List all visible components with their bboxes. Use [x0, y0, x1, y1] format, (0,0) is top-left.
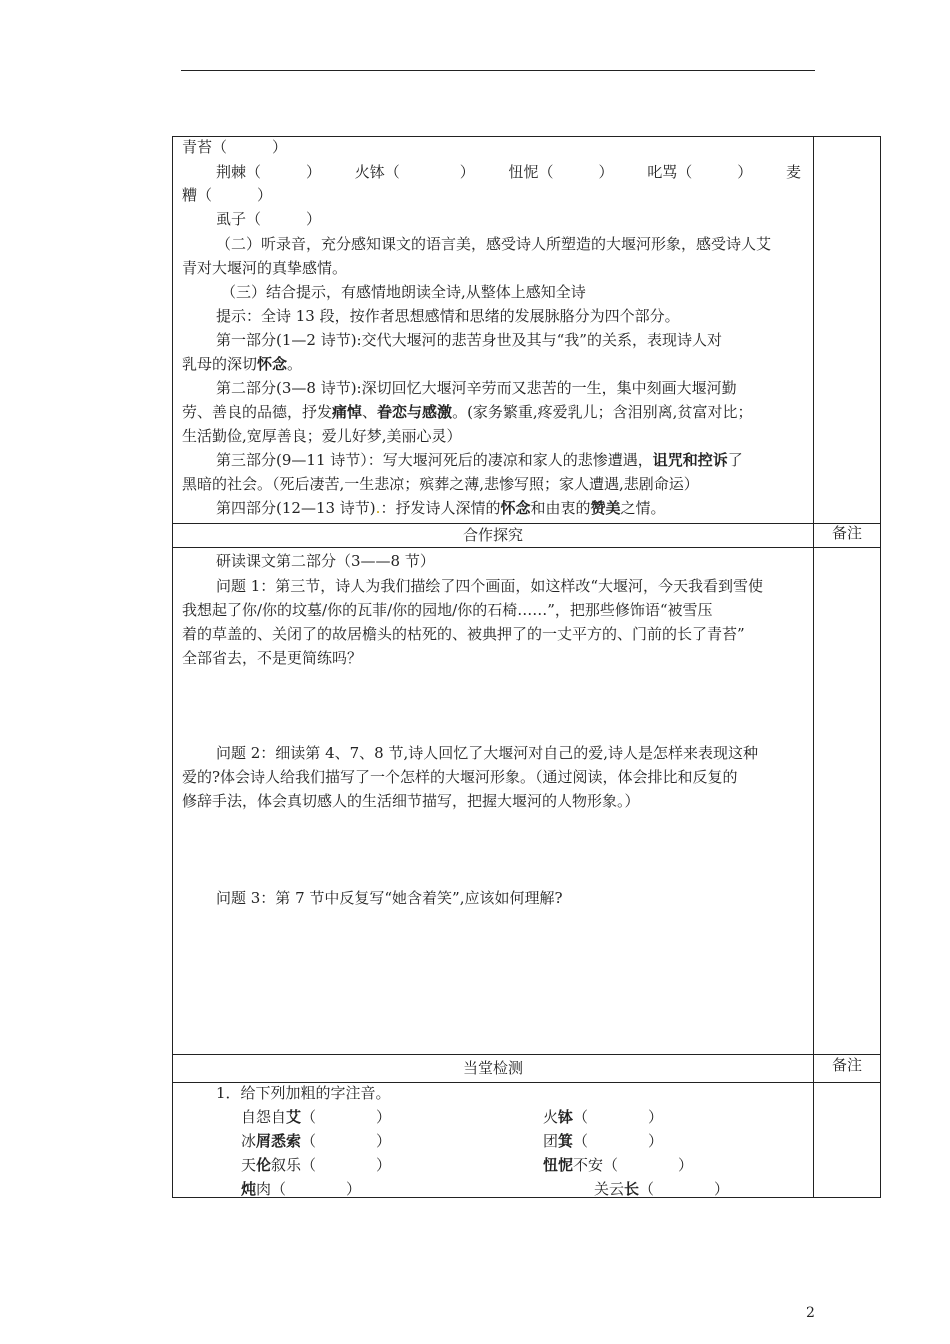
text: 。 — [287, 355, 303, 373]
text: . — [375, 499, 381, 517]
answer-blank: （ ） — [639, 1180, 730, 1198]
section-title: 当堂检测 — [462, 1059, 523, 1077]
keyword: 怀念 — [500, 499, 531, 517]
page-number: 2 — [806, 1305, 815, 1321]
vocab-zao: 糟（ ） — [182, 186, 273, 204]
pinyin-item — [241, 1179, 361, 1199]
vocab-huobo: 火钵（ ） — [354, 163, 475, 181]
question-3: 问题 3：第 7 节中反复写“她含着笑”,应该如何理解? — [216, 889, 563, 907]
bold-char: 屑悉索 — [256, 1132, 302, 1150]
text: 了 — [727, 451, 743, 469]
bold-char: 艾 — [286, 1108, 302, 1126]
text: 冰 — [241, 1132, 257, 1150]
bold-char: 忸怩 — [543, 1156, 574, 1174]
answer-blank: （ ） — [301, 1132, 392, 1150]
text: 火 — [543, 1108, 559, 1126]
question-1: 着的草盖的、关闭了的故居檐头的枯死的、被典押了的一丈平方的、门前的长了青苔” — [182, 625, 745, 643]
vocab-mai: 麦 — [785, 163, 801, 181]
column-divider — [813, 137, 814, 1197]
answer-blank: 肉（ ） — [256, 1180, 362, 1198]
text: 天 — [241, 1156, 257, 1174]
keyword: 赞美 — [590, 499, 621, 517]
part2-line: 生活勤俭,宽厚善良；爱儿好梦,美丽心灵） — [182, 427, 462, 445]
section-title: 合作探究 — [462, 526, 523, 544]
text: 第四部分(12—13 诗节) — [216, 499, 376, 517]
answer-blank: 叙乐（ ） — [271, 1156, 392, 1174]
pinyin-item — [594, 1179, 729, 1199]
vocab-line — [216, 162, 801, 182]
keyword: 怀念 — [257, 355, 288, 373]
part4-line — [216, 498, 666, 518]
text: 之情。 — [620, 499, 666, 517]
part1-line: 第一部分(1—2 诗节):交代大堰河的悲苦身世及其与“我”的关系，表现诗人对 — [216, 331, 722, 349]
question-1: 我想起了你/你的坟墓/你的瓦菲/你的园地/你的石椅……”，把那些修饰语“被雪压 — [182, 601, 713, 619]
question-1: 问题 1：第三节，诗人为我们描绘了四个画面，如这样改“大堰河，今天我看到雪使 — [216, 577, 763, 595]
part2-line — [182, 402, 752, 422]
pinyin-item — [241, 1155, 391, 1175]
pinyin-item — [543, 1107, 663, 1127]
answer-blank: （ ） — [573, 1108, 664, 1126]
read-line: （三）结合提示，有感情地朗读全诗,从整体上感知全诗 — [221, 283, 586, 301]
exercise-task: 1．给下列加粗的字注音。 — [216, 1084, 391, 1102]
header-rule — [181, 70, 815, 71]
keyword: 痛悼 — [332, 403, 363, 421]
pinyin-item — [543, 1131, 663, 1151]
hint-line: 提示：全诗 13 段，按作者思想感情和思绪的发展脉胳分为四个部分。 — [216, 307, 680, 325]
vocab-shizi: 虱子（ ） — [216, 210, 322, 228]
row-divider — [173, 1054, 880, 1055]
bold-char: 箕 — [558, 1132, 574, 1150]
text: 第三部分(9—11 诗节）：写大堰河死后的凄凉和家人的悲惨遭遇， — [216, 451, 653, 469]
text: 劳、善良的品德，抒发 — [182, 403, 333, 421]
text: 自怨自 — [241, 1108, 287, 1126]
text: 。(家务繁重,疼爱乳儿；含泪别离,贫富对比； — [452, 403, 753, 421]
answer-blank: （ ） — [301, 1108, 392, 1126]
answer-blank: （ ） — [573, 1132, 664, 1150]
bold-char: 炖 — [241, 1180, 257, 1198]
listen-line: 青对大堰河的真挚感情。 — [182, 259, 348, 277]
text: 、 — [362, 403, 378, 421]
pinyin-item — [543, 1155, 693, 1175]
vocab-chima: 叱骂（ ） — [647, 163, 753, 181]
part2-line: 第二部分(3—8 诗节):深切回忆大堰河辛劳而又悲苦的一生，集中刻画大堰河勤 — [216, 379, 737, 397]
question-1: 全部省去，不是更简练吗？ — [182, 649, 363, 667]
question-2: 修辞手法，体会真切感人的生活细节描写，把握大堰河的人物形象。） — [182, 792, 640, 810]
question-2: 爱的?体会诗人给我们描写了一个怎样的大堰河形象。（通过阅读，体会排比和反复的 — [182, 768, 738, 786]
bold-char: 长 — [624, 1180, 640, 1198]
bold-char: 伦 — [256, 1156, 272, 1174]
text: 团 — [543, 1132, 559, 1150]
text: 乳母的深切 — [182, 355, 258, 373]
listen-line: （二）听录音，充分感知课文的语言美，感受诗人所塑造的大堰河形象，感受诗人艾 — [216, 235, 772, 253]
question-2: 问题 2：细读第 4、7、8 节,诗人回忆了大堰河对自己的爱,诗人是怎样来表现这种 — [216, 744, 759, 762]
note-header: 备注 — [831, 1056, 862, 1074]
note-header: 备注 — [831, 524, 862, 542]
part3-line — [216, 450, 743, 470]
study-intro: 研读课文第二部分（3——8 节） — [216, 552, 435, 570]
vocab-qingtai: 青苔（ ） — [182, 138, 288, 156]
row-divider — [173, 547, 880, 548]
pinyin-item — [241, 1107, 391, 1127]
text: 和由衷的 — [530, 499, 591, 517]
keyword: 诅咒和控诉 — [652, 451, 728, 469]
vocab-niuni: 忸怩（ ） — [508, 163, 614, 181]
answer-blank: 不安（ ） — [573, 1156, 694, 1174]
keyword: 眷恋与感激 — [377, 403, 453, 421]
worksheet-table — [172, 136, 881, 1198]
vocab-jingji: 荆棘（ ） — [216, 163, 322, 181]
text: ：抒发诗人深情的 — [380, 499, 501, 517]
pinyin-item — [241, 1131, 391, 1151]
text: 关云 — [594, 1180, 625, 1198]
bold-char: 钵 — [558, 1108, 574, 1126]
row-divider — [173, 523, 880, 524]
part1-line — [182, 354, 302, 374]
part3-line: 黑暗的社会。（死后凄苦,一生悲凉；殡葬之薄,悲惨写照；家人遭遇,悲剧命运） — [182, 475, 699, 493]
